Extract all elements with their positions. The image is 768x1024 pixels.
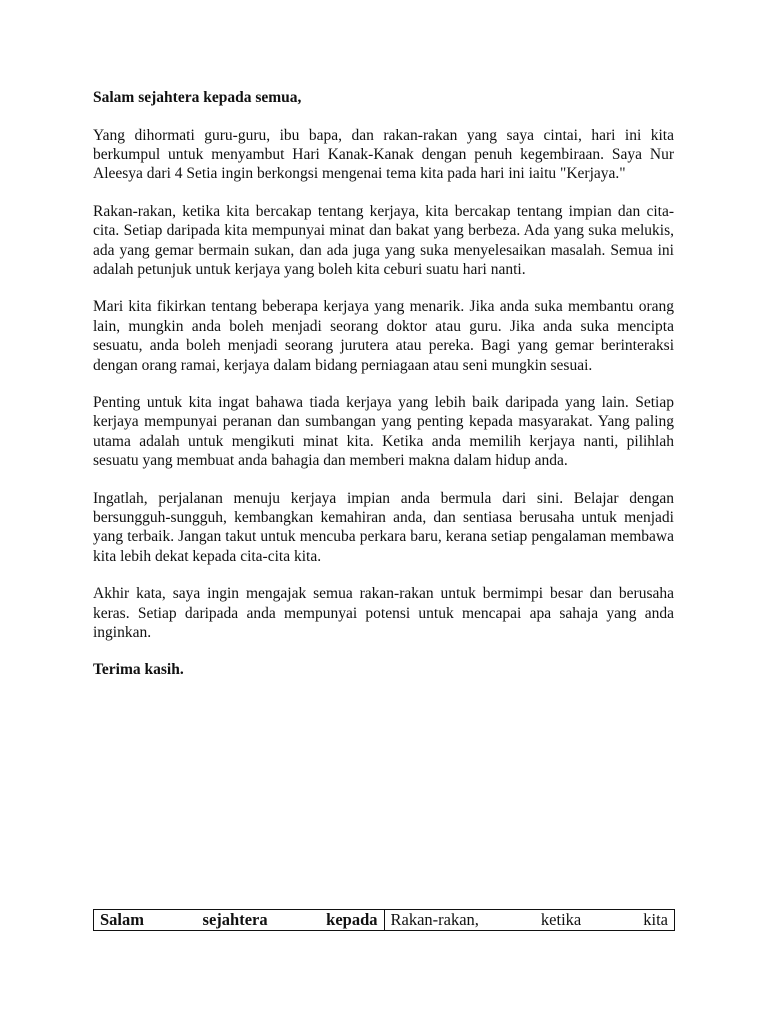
document-body [93,88,674,698]
table-cell-left: Salam sejahtera kepada [94,910,385,930]
paragraph-2: Rakan-rakan, ketika kita bercakap tentang kerjaya, kita bercakap tentang impian dan cita-cita. Setiap daripada kita mempunyai minat dan bakat yang berbeza. Ada yang suka melukis, ada yang gemar bermain sukan, dan ada juga yang suka menyelesaikan masalah. Semua ini adalah petunjuk untuk kerjaya yang boleh kita ceburi suatu hari nanti. [93,202,674,278]
paragraph-5: Ingatlah, perjalanan menuju kerjaya impian anda bermula dari sini. Belajar dengan bersungguh-sungguh, kembangkan kemahiran anda, dan sentiasa berusaha untuk menjadi yang terbaik. Jangan takut untuk mencuba perkara baru, kerana setiap pengalaman membawa kita lebih dekat kepada cita-cita kita. [93,489,674,565]
paragraph-4: Penting untuk kita ingat bahawa tiada kerjaya yang lebih baik daripada yang lain. Setiap kerjaya mempunyai peranan dan sumbangan yang penting kepada masyarakat. Yang paling utama adalah untuk mengikuti minat kita. Ketika anda memilih kerjaya nanti, pilihlah sesuatu yang membuat anda bahagia dan memberi makna dalam hidup anda. [93,393,674,470]
paragraph-3: Mari kita fikirkan tentang beberapa kerjaya yang menarik. Jika anda suka membantu orang lain, mungkin anda boleh menjadi seorang doktor atau guru. Jika anda suka mencipta sesuatu, anda boleh menjadi seorang jurutera atau pereka. Bagi yang gemar berinteraksi dengan orang ramai, kerjaya dalam bidang perniagaan atau seni mungkin sesuai. [93,298,674,374]
greeting-heading: Salam sejahtera kepada semua, [93,89,302,106]
table-cell-right: Rakan-rakan, ketika kita [390,910,668,929]
closing-text: Terima kasih. [93,661,184,679]
paragraph-1: Yang dihormati guru-guru, ibu bapa, dan rakan-rakan yang saya cintai, hari ini kita berkumpul untuk menyambut Hari Kanak-Kanak dengan penuh kegembiraan. Saya Nur Aleesya dari 4 Setia ingin berkongsi mengenai tema kita pada hari ini iaitu "Kerjaya." [93,126,674,183]
bottom-table [93,909,675,931]
paragraph-6: Akhir kata, saya ingin mengajak semua rakan-rakan untuk bermimpi besar dan berusaha keras. Setiap daripada anda mempunyai potensi untuk mencapai apa sahaja yang anda inginkan. [93,585,674,642]
